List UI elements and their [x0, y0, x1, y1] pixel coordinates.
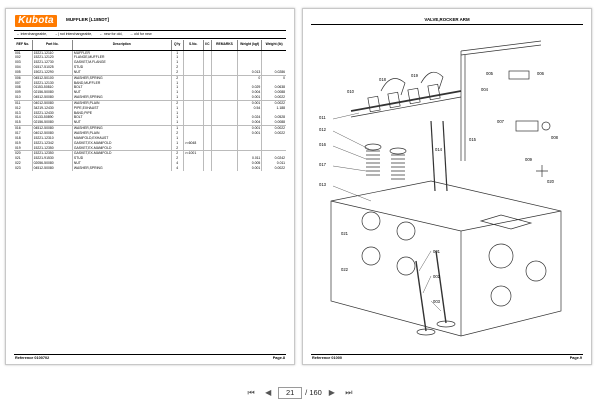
cell-lb: 0.0088 [262, 90, 286, 95]
cell-part: 15221-91530 [32, 156, 72, 161]
page-title: VALVE,ROCKER ARM [311, 17, 583, 25]
cell-part: 02056-50080 [32, 161, 72, 166]
cell-ref: 016 [15, 126, 21, 131]
cell-ref: 020 [15, 151, 21, 156]
cell-qty: 1 [171, 106, 183, 111]
callout-label: 014 [435, 147, 442, 152]
cell-kgf: 0.001 [238, 95, 262, 100]
cell-ref: 017 [15, 131, 21, 135]
footer-page-number: Page.9 [569, 356, 582, 360]
brand-logo: Kubota [14, 15, 58, 27]
cell-part: 04512-50080 [32, 166, 72, 171]
first-page-button[interactable] [244, 386, 258, 399]
footer-reference: Reference 01000 [312, 356, 342, 360]
cell-desc: STUD [72, 156, 171, 161]
cell-kgf: 0.001 [238, 100, 262, 105]
callout-label: 008 [551, 135, 558, 140]
cell-ref: 022 [15, 161, 21, 166]
cell-ref: 012 [15, 105, 21, 110]
cell-lb: 0.0022 [262, 131, 286, 136]
cell-lb: 0.0022 [262, 126, 286, 131]
cell-qty: 1 [171, 141, 183, 146]
cell-qty: 1 [171, 81, 183, 86]
cell-desc: WASHER,PLAIN [72, 100, 171, 105]
cell-ref: 021 [15, 156, 21, 161]
callout-label: 012 [319, 127, 326, 132]
cell-desc: GASKET,EX-MANIFOLD [72, 146, 171, 151]
cell-desc: PIPE,EXHAUST [72, 106, 171, 111]
cell-sno: >=6048 [183, 141, 203, 146]
footer-page-number: Page.8 [272, 356, 285, 360]
cell-ref: 010 [14, 95, 32, 100]
cell-kgf: 0.001 [238, 131, 262, 136]
cell-part: 15221-12350 [32, 151, 72, 156]
cell-part: 04012-50080 [32, 100, 72, 105]
cell-part: 15221-12110 [32, 50, 72, 55]
last-page-icon: ⏭ [345, 387, 353, 397]
cell-part: 15221-12730 [32, 60, 72, 65]
cell-kgf: 0.004 [238, 120, 262, 125]
cell-part: 15221-12310 [32, 136, 72, 141]
cell-desc: WASHER,SPRING [72, 75, 171, 80]
cell-desc: NUT [72, 161, 171, 166]
next-page-icon: ▶ [328, 388, 335, 397]
cell-part: 15021-12290 [32, 70, 72, 75]
cell-ref: 004 [15, 65, 21, 70]
cell-part: 15221-12120 [32, 55, 72, 60]
callout-label: 003 [433, 299, 440, 304]
cell-desc: WASHER,PLAIN [72, 131, 171, 136]
parts-table [14, 40, 286, 171]
cell-part: 15221-12430 [32, 111, 72, 116]
cell-ref: 019 [14, 146, 32, 151]
cell-part: 01153-50810 [32, 85, 72, 90]
cell-part: 15221-12350 [32, 146, 72, 151]
cell-desc: MUFFLER [72, 50, 171, 55]
cell-kgf: 0.004 [238, 90, 262, 95]
callout-label: 011 [319, 115, 326, 120]
cell-part: 04512-50080 [32, 95, 72, 100]
cell-qty: 2 [171, 151, 183, 156]
cell-qty: 2 [171, 146, 183, 151]
cell-kgf: 0.001 [238, 166, 262, 171]
callout-label: 006 [537, 71, 544, 76]
cell-ref: 009 [15, 90, 21, 95]
cell-lb: 0.0088 [262, 120, 286, 125]
cell-desc: MANIFOLD,EXHAUST [72, 136, 171, 141]
cell-kgf: 0.024 [238, 115, 262, 120]
cell-ref: 023 [15, 165, 21, 170]
cell-lb: 0.0638 [262, 85, 286, 90]
cell-ic [203, 166, 211, 171]
cell-ref: 011 [15, 100, 21, 105]
cell-lb: 1.188 [262, 106, 286, 111]
cell-part: 34219-12430 [32, 106, 72, 111]
callout-label: 017 [319, 162, 326, 167]
total-pages-label: / 160 [305, 388, 322, 397]
cell-lb: 0.0242 [262, 156, 286, 161]
cell-kgf: 0.54 [238, 106, 262, 111]
column-header: REMARKS [211, 40, 237, 50]
callout-label: 004 [481, 87, 488, 92]
cell-desc: WASHER,SPRING [72, 126, 171, 131]
cell-lb: 0.0022 [262, 100, 286, 105]
previous-page-icon: ◀ [265, 388, 272, 397]
callout-label: 018 [379, 77, 386, 82]
cell-qty: 2 [171, 131, 183, 136]
cell-ref: 006 [15, 75, 21, 80]
cell-desc: BAND,MUFFLER [72, 81, 171, 86]
cell-qty: 1 [171, 136, 183, 141]
cell-ref: 005 [14, 70, 32, 75]
cell-lb: 0.0022 [262, 95, 286, 100]
cell-qty: 1 [171, 111, 183, 116]
cell-part: 15221-12342 [32, 141, 72, 146]
column-header: Q'ty [171, 40, 183, 50]
interchangeability-legend [14, 30, 286, 39]
column-header: Weight (lb) [262, 40, 286, 50]
cell-lb: 0 [262, 75, 286, 80]
column-header: Part No. [32, 40, 72, 50]
cell-desc: FLANGE,MUFFLER [72, 55, 171, 60]
cell-qty: 1 [171, 115, 183, 120]
exploded-parts-diagram [311, 31, 583, 349]
cell-part: 04512-50080 [32, 126, 72, 131]
cell-qty: 1 [171, 95, 183, 100]
callout-label: 020 [547, 179, 554, 184]
cell-qty: 1 [171, 50, 183, 55]
footer-reference: Reference 0100702 [15, 356, 50, 360]
footer-divider [14, 354, 286, 355]
cell-desc: BOLT [72, 115, 171, 120]
cell-qty: 2 [171, 156, 183, 161]
legend-item: ← new for old, [99, 32, 123, 36]
cell-qty: 1 [171, 85, 183, 90]
cell-ref: 003 [15, 60, 21, 65]
cell-rem [211, 166, 237, 171]
next-page-button[interactable] [325, 386, 339, 399]
previous-page-button[interactable] [261, 386, 275, 399]
cell-qty: 1 [171, 90, 183, 95]
cell-ref: 002 [15, 55, 21, 60]
cell-qty: 2 [171, 65, 183, 70]
callout-label: 002 [433, 274, 440, 279]
cell-part: 01133-50890 [32, 115, 72, 120]
cell-ref: 019 [15, 140, 21, 145]
legend-item: →| not interchangeable, [54, 32, 93, 36]
cell-sno [183, 166, 203, 171]
cell-lb: 0.0022 [262, 166, 286, 171]
column-header: REF No. [14, 40, 32, 50]
cell-kgf: 0.011 [238, 156, 262, 161]
right-page[interactable] [302, 8, 592, 365]
cell-ref: 013 [15, 110, 21, 115]
cell-qty: 2 [171, 70, 183, 75]
callout-label: 007 [497, 119, 504, 124]
column-header: I/C [203, 40, 211, 50]
callout-label: 019 [411, 73, 418, 78]
page-navigation-toolbar [0, 384, 600, 401]
cell-desc: BAND,PIPE [72, 111, 171, 116]
cell-desc: WASHER,SPRING [72, 95, 171, 100]
cell-part: 02156-50080 [32, 90, 72, 95]
callout-label: 010 [347, 89, 354, 94]
footer-divider [311, 354, 583, 355]
cell-part: 04012-50080 [32, 131, 72, 136]
cell-qty: 1 [171, 55, 183, 60]
cell-part: 01517-51025 [32, 65, 72, 70]
column-header: Description [72, 40, 171, 50]
page-number-input[interactable] [278, 387, 302, 399]
cell-qty: 2 [171, 100, 183, 105]
cell-lb: 0.011 [262, 161, 286, 166]
cell-desc: WASHER,SPRING [72, 166, 171, 171]
cell-qty: 4 [171, 161, 183, 166]
cell-kgf: 0.001 [238, 126, 262, 131]
cell-qty: 4 [171, 166, 183, 171]
cell-kgf: 0.005 [238, 161, 262, 166]
cell-ref: 008 [15, 85, 21, 90]
cell-sno: >=1001 [183, 151, 203, 156]
column-header: S.No. [183, 40, 203, 50]
cell-ref: 014 [15, 115, 21, 120]
parts-table-body [14, 50, 286, 171]
cell-kgf: 0 [238, 75, 262, 80]
callout-label: 001 [433, 249, 440, 254]
cell-ref: 018 [15, 135, 21, 140]
legend-item: ↔ interchangeable, [16, 32, 48, 36]
page-indicator [278, 386, 322, 399]
cell-part: 15221-12130 [32, 81, 72, 86]
column-header: Weight (kgf) [238, 40, 262, 50]
page-title: MUFFLER [L185DT] [66, 17, 109, 22]
callout-label: 009 [525, 157, 532, 162]
cell-desc: GASKET,EX-MANIFOLD [72, 141, 171, 146]
cell-ref: 001 [15, 50, 21, 55]
callout-label: 005 [486, 71, 493, 76]
cell-lb: 0.0286 [262, 70, 286, 75]
last-page-button[interactable] [342, 386, 356, 399]
cell-part: 02156-50080 [32, 120, 72, 125]
cell-desc: NUT [72, 120, 171, 125]
cell-desc: BOLT [72, 85, 171, 90]
table-row [14, 166, 286, 171]
callout-label: 022 [341, 267, 348, 272]
cell-kgf: 0.029 [238, 85, 262, 90]
cell-qty: 2 [171, 75, 183, 80]
cell-qty: 1 [171, 120, 183, 125]
cell-qty: 1 [171, 60, 183, 65]
cell-desc: STUD [72, 65, 171, 70]
first-page-icon: ⏮ [247, 387, 255, 397]
cell-qty: 1 [171, 126, 183, 131]
cell-desc: NUT [72, 90, 171, 95]
cell-ref: 015 [14, 120, 32, 125]
callout-label: 013 [319, 182, 326, 187]
left-page[interactable] [5, 8, 295, 365]
diagram-lines [331, 41, 561, 336]
callout-label: 021 [341, 231, 348, 236]
callout-label: 015 [469, 137, 476, 142]
table-header-row [14, 40, 286, 50]
cell-kgf: 0.013 [238, 70, 262, 75]
cell-desc: GASKET,EX-MANIFOLD [72, 151, 171, 156]
legend-item: → old for new [129, 32, 152, 36]
cell-part: 04512-50100 [32, 75, 72, 80]
cell-desc: GASKET,M-FLANGE [72, 60, 171, 65]
cell-desc: NUT [72, 70, 171, 75]
callout-label: 016 [319, 142, 326, 147]
cell-lb: 0.0528 [262, 115, 286, 120]
cell-ref: 007 [15, 80, 21, 85]
